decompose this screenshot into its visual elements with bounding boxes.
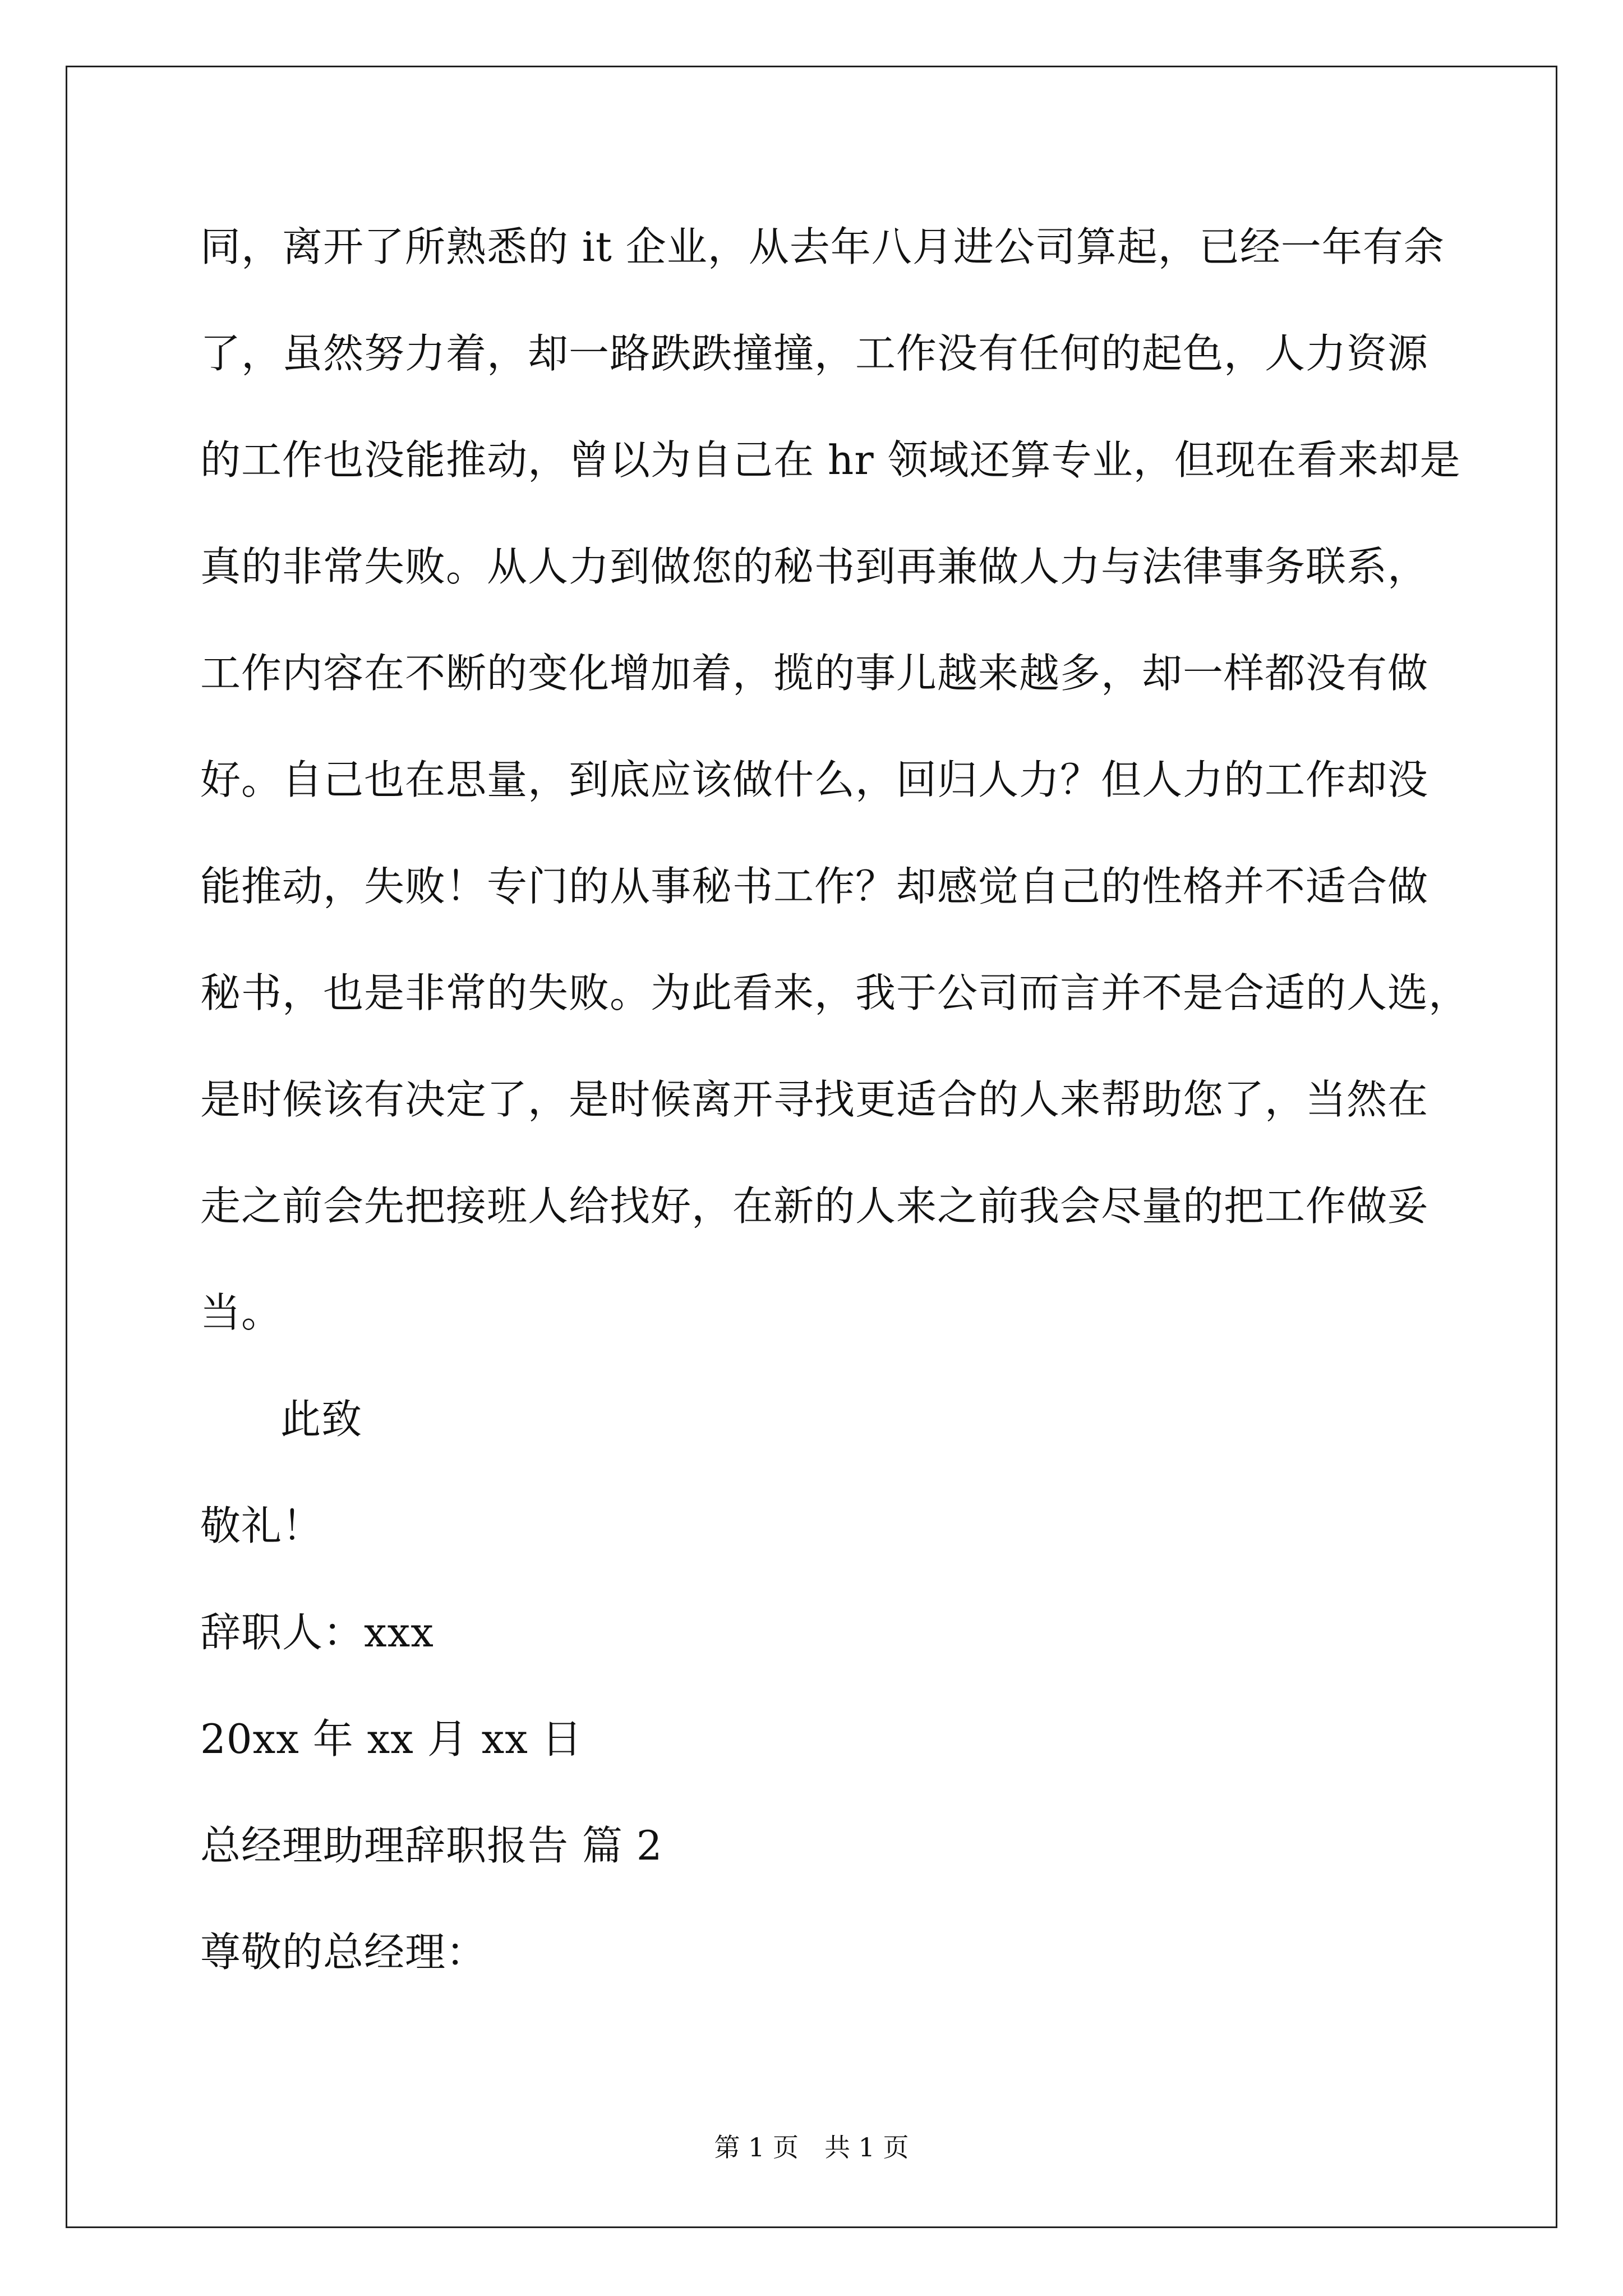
paragraph-line: 同，离开了所熟悉的 it 企业，从去年八月进公司算起，已经一年有余 bbox=[200, 223, 1445, 270]
greeting: 尊敬的总经理： bbox=[200, 1929, 487, 1976]
section-title: 总经理助理辞职报告 篇 2 bbox=[200, 1822, 663, 1869]
page-border bbox=[66, 66, 1557, 2228]
page-footer: 第 1 页 共 1 页 bbox=[714, 2132, 909, 2162]
signature: 辞职人：xxx bbox=[200, 1609, 434, 1656]
paragraph-line: 好。自己也在思量，到底应该做什么，回归人力？但人力的工作却没 bbox=[200, 756, 1429, 803]
paragraph-line: 走之前会先把接班人给找好，在新的人来之前我会尽量的把工作做妥 bbox=[200, 1182, 1429, 1230]
salutation: 敬礼！ bbox=[200, 1502, 324, 1549]
paragraph-line: 了，虽然努力着，却一路跌跌撞撞，工作没有任何的起色，人力资源 bbox=[200, 330, 1429, 377]
paragraph-line: 当。 bbox=[200, 1289, 283, 1336]
paragraph-line: 真的非常失败。从人力到做您的秘书到再兼做人力与法律事务联系， bbox=[200, 543, 1429, 590]
paragraph-line: 秘书，也是非常的失败。为此看来，我于公司而言并不是合适的人选， bbox=[200, 969, 1470, 1016]
paragraph-line: 能推动，失败！专门的从事秘书工作？却感觉自己的性格并不适合做 bbox=[200, 863, 1429, 910]
paragraph-line: 是时候该有决定了，是时候离开寻找更适合的人来帮助您了，当然在 bbox=[200, 1076, 1429, 1123]
date: 20xx 年 xx 月 xx 日 bbox=[200, 1715, 583, 1763]
paragraph-line: 的工作也没能推动，曾以为自己在 hr 领域还算专业，但现在看来却是 bbox=[200, 436, 1461, 484]
paragraph-line: 工作内容在不断的变化增加着，揽的事儿越来越多，却一样都没有做 bbox=[200, 650, 1429, 697]
closing-phrase: 此致 bbox=[280, 1396, 363, 1443]
